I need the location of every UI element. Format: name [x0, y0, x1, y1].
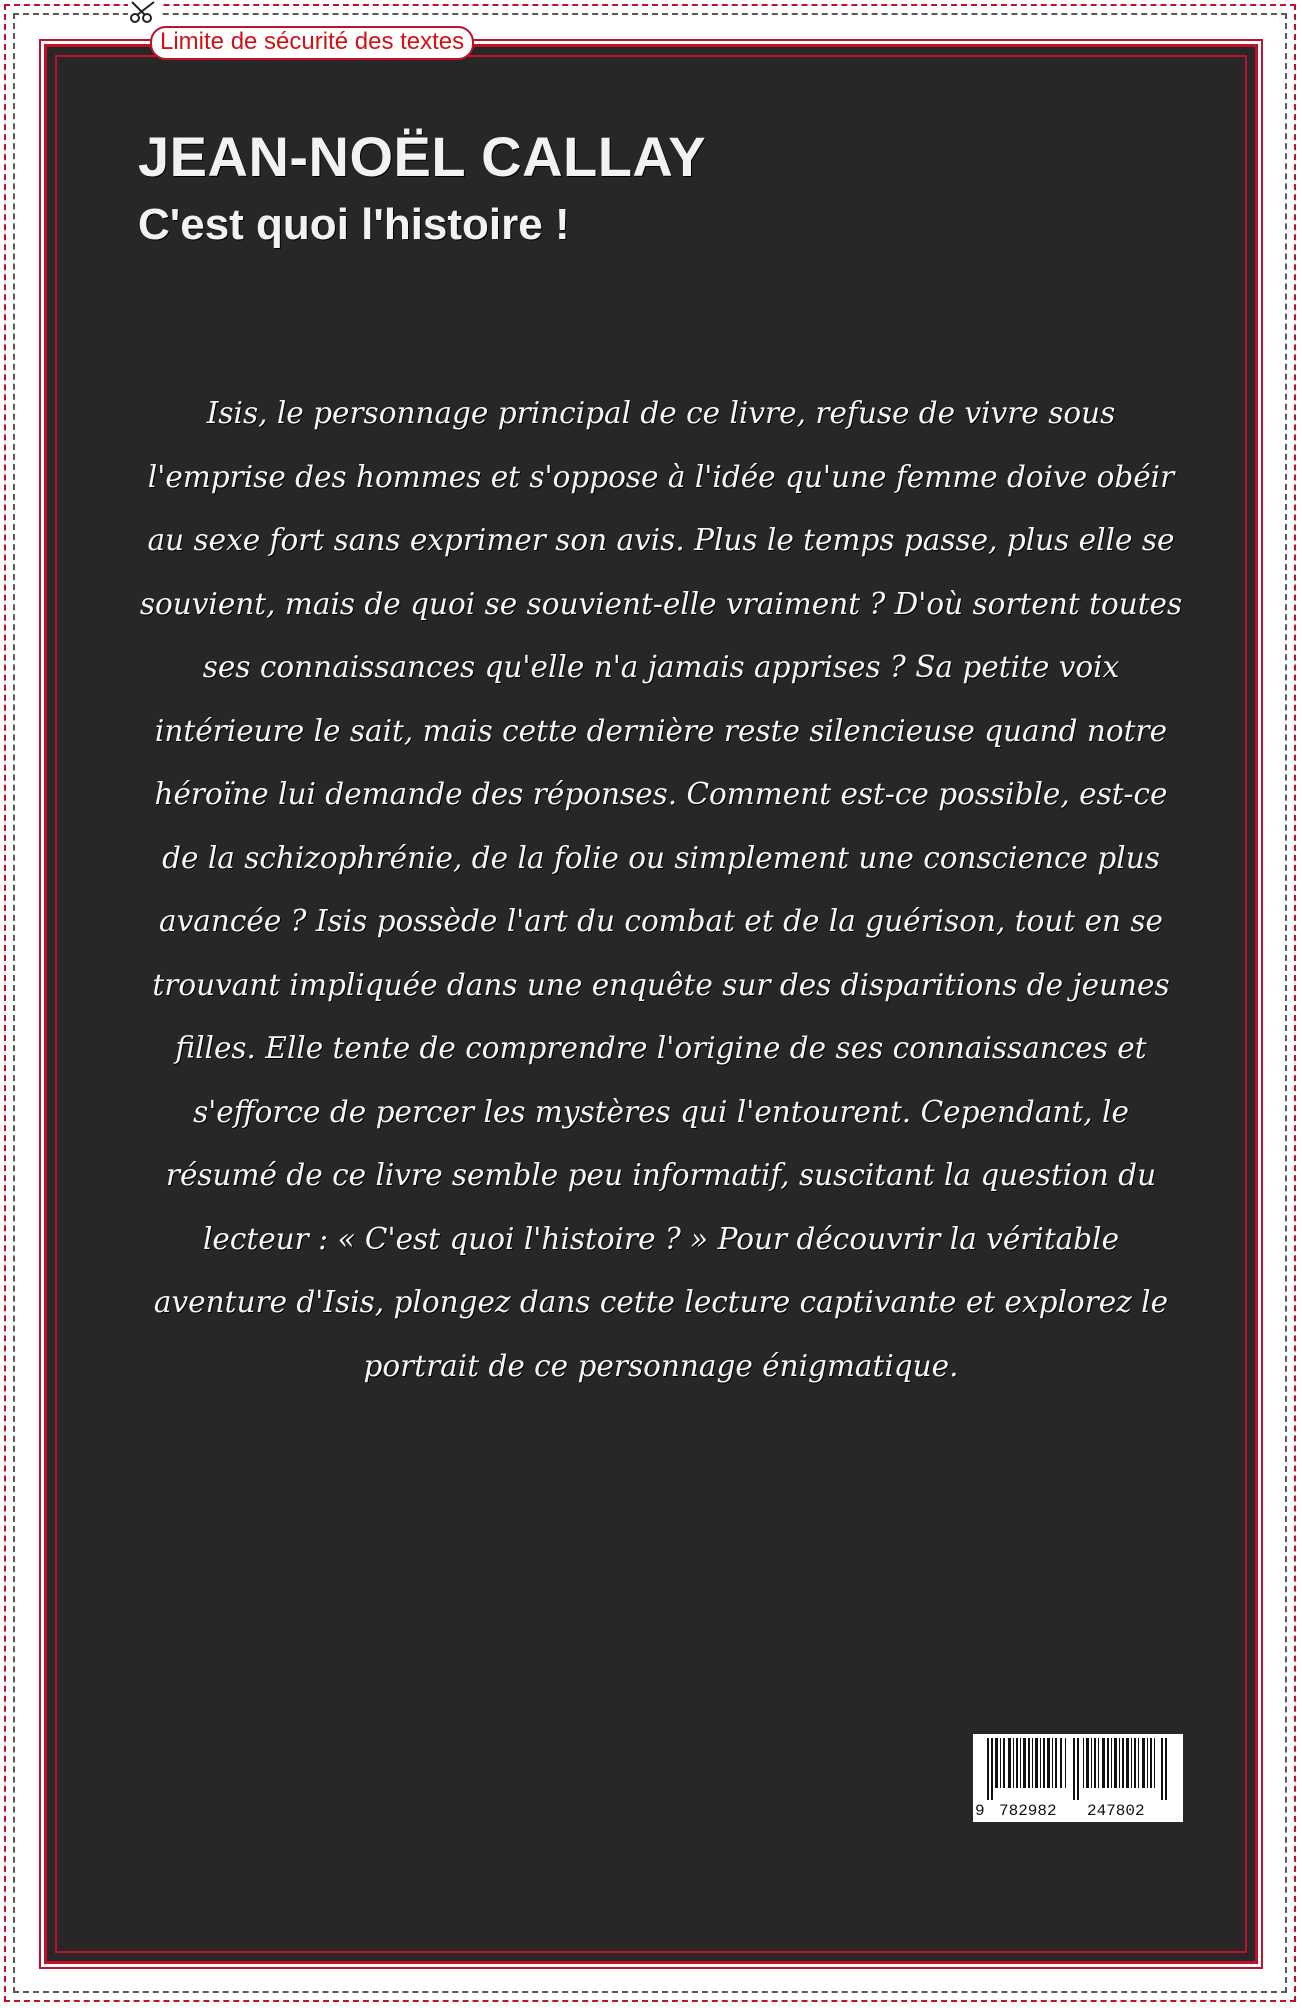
book-title: C'est quoi l'histoire ! [138, 200, 570, 249]
isbn-barcode [973, 1734, 1183, 1822]
barcode-bars [977, 1738, 1179, 1800]
barcode-digits-right: 247802 [1087, 1802, 1145, 1820]
barcode-digit-first: 9 [975, 1802, 985, 1820]
safety-limit-label: Limite de sécurité des textes [150, 26, 474, 60]
scissors-icon [128, 0, 162, 24]
back-cover-blurb: Isis, le personnage principal de ce livre, refuse de vivre sous l'emprise des hommes et s'oppose à l'idée qu'une femme doive obéir au sexe fort sans exprimer son avis. Plus le temps passe, plus elle se souvient, mais de quoi se souvient-elle vraiment ? D'où sortent toutes ses connaissances qu'elle n'a jamais apprises ? Sa petite voix intérieure le sait, mais cette dernière reste silencieuse quand notre héroïne lui demande des réponses. Comment est-ce possible, est-ce de la schizophrénie, de la folie ou simplement une conscience plus avancée ? Isis possède l'art du combat et de la guérison, tout en se trouvant impliquée dans une enquête sur des disparitions de jeunes filles. Elle tente de comprendre l'origine de ses connaissances et s'efforce de percer les mystères qui l'entourent. Cependant, le résumé de ce livre semble peu informatif, suscitant la question du lecteur : « C'est quoi l'histoire ? » Pour découvrir la véritable aventure d'Isis, plongez dans cette lecture captivante et explorez le portrait de ce personnage énigmatique. [139, 396, 1183, 1383]
author-name: JEAN-NOËL CALLAY [138, 125, 707, 188]
barcode-digits-left: 782982 [999, 1802, 1057, 1820]
